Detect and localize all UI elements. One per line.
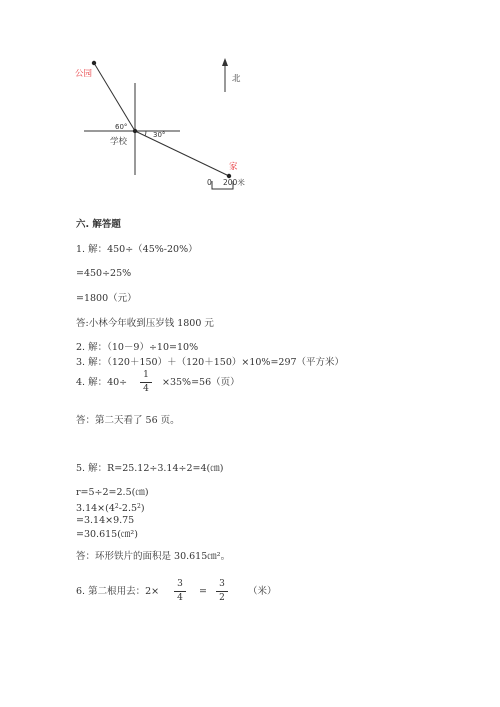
route-park-school (94, 63, 135, 131)
q5-line-3-part-b: -2.5 (118, 503, 138, 514)
q1-answer: 答:小林今年收到压岁钱 1800 元 (76, 318, 214, 329)
q4-suffix: ×35%=56（页） (162, 377, 240, 388)
q5-line-4: =3.14×9.75 (76, 515, 135, 526)
q5-line-3-sup-a: 2 (114, 503, 119, 510)
q5-line-3-part-a: 3.14×(4 (76, 503, 115, 514)
home-label: 家 (229, 162, 238, 172)
q1-line-3: =1800（元） (76, 293, 137, 304)
q5-answer: 答：环形铁片的面积是 30.615㎝²。 (76, 551, 231, 562)
q6-fraction-2-numerator: 3 (219, 579, 225, 589)
q5-line-5: =30.615(㎝²) (76, 529, 138, 540)
q1-line-1: 1. 解：450÷（45%-20%） (76, 244, 198, 255)
scale-zero-label: 0 (207, 178, 212, 187)
q6-fraction-2 (216, 579, 228, 604)
angle-left-label: 60° (115, 123, 128, 131)
q6-fraction-2-denominator: 2 (219, 593, 225, 603)
school-label: 学校 (110, 137, 128, 147)
north-arrow-head (222, 58, 228, 66)
q5-line-1: 5. 解：R=25.12÷3.14÷2=4(㎝) (76, 463, 224, 474)
q6-unit: （米） (248, 586, 277, 597)
route-school-home (135, 131, 229, 176)
school-point (133, 129, 137, 133)
q3-line-1: 3. 解：（120＋150）＋（120＋150）×10%=297（平方米） (76, 357, 345, 368)
angle-arc (145, 131, 146, 136)
direction-diagram (0, 0, 500, 210)
q2-line-1: 2. 解：（10－9）÷10=10% (76, 342, 199, 353)
q6-fraction-1-denominator: 4 (177, 593, 183, 603)
q4-fraction-numerator: 1 (143, 370, 149, 380)
park-label: 公园 (75, 69, 93, 79)
q4-fraction-denominator: 4 (143, 384, 149, 394)
q6-fraction-1-bar (174, 591, 186, 592)
angle-right-label: 30° (153, 131, 166, 139)
q4-answer: 答：第二天看了 56 页。 (76, 415, 180, 426)
park-point (92, 61, 96, 65)
q5-line-3-part-c: ) (140, 503, 145, 514)
q4-fraction-bar (140, 382, 152, 383)
q6-fraction-1-numerator: 3 (177, 579, 183, 589)
q6-fraction-2-bar (216, 591, 228, 592)
q4-fraction (140, 370, 152, 395)
q6-prefix: 6. 第二根用去：2× (76, 586, 160, 597)
q5-line-2: r=5÷2=2.5(㎝) (76, 487, 149, 498)
q5-line-3-sup-b: 2 (137, 503, 141, 510)
q6-equals: = (199, 586, 207, 597)
section-title: 六. 解答题 (76, 219, 121, 230)
q4-prefix: 4. 解：40÷ (76, 377, 128, 388)
north-label: 北 (232, 74, 241, 84)
scale-length-label: 200米 (223, 178, 245, 187)
q5-line-3 (76, 501, 145, 515)
q6-fraction-1 (174, 579, 186, 604)
q1-line-2: =450÷25% (76, 268, 132, 279)
